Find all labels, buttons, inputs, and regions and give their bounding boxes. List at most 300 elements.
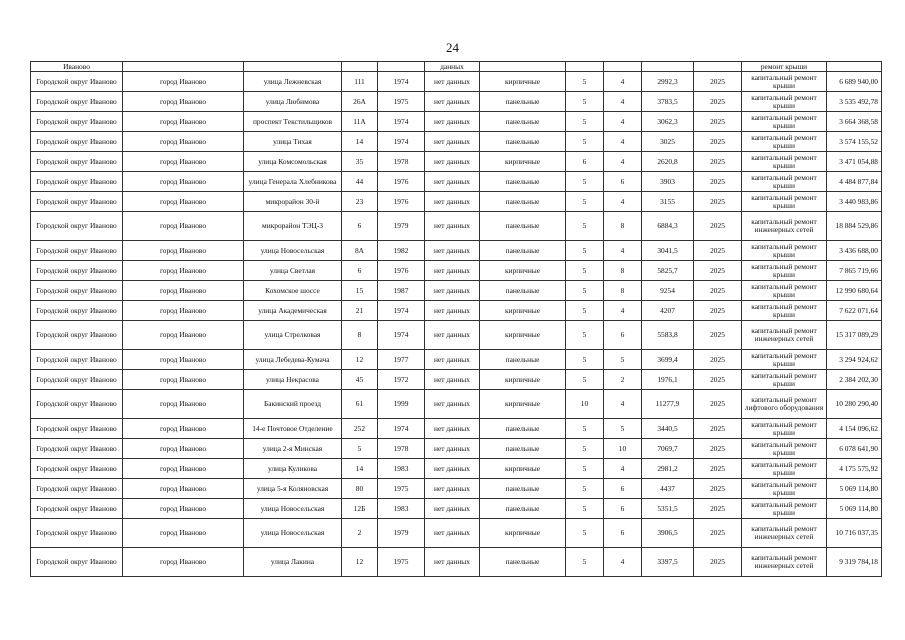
cell-walls: кирпичные	[480, 390, 566, 419]
cell-floors: 5	[566, 212, 604, 241]
table-row	[31, 350, 882, 370]
table-row	[31, 192, 882, 212]
cell-cost: 15 317 089,29	[827, 321, 882, 350]
cell-plan-year: 2025	[694, 241, 742, 261]
cell-walls: панельные	[480, 241, 566, 261]
cell-street: улица Новосельская	[244, 241, 342, 261]
cell-area: 2981,2	[642, 459, 694, 479]
cell-house: 12	[342, 350, 378, 370]
cell-city: город Иваново	[123, 192, 244, 212]
cell-tech-state: нет данных	[425, 152, 480, 172]
cell-work-type: капитальный ремонт крыши	[742, 499, 827, 519]
cell-street: улица Генерала Хлебникова	[244, 172, 342, 192]
cell-area: 3155	[642, 192, 694, 212]
cell-district: Городской округ Иваново	[31, 112, 123, 132]
cell-cost: 9 319 784,18	[827, 548, 882, 577]
cell-floors: 5	[566, 192, 604, 212]
cell-cost: 6 078 641,90	[827, 439, 882, 459]
table-row	[31, 241, 882, 261]
cell-area: 2620,8	[642, 152, 694, 172]
cell-district: Иваново	[31, 62, 123, 72]
cell-year: 1974	[378, 132, 425, 152]
cell-cost: 3 664 368,58	[827, 112, 882, 132]
cell-street: Бакинский проезд	[244, 390, 342, 419]
cell-area: 3062,3	[642, 112, 694, 132]
cell-floors: 5	[566, 92, 604, 112]
cell-area: 3397,5	[642, 548, 694, 577]
cell-district: Городской округ Иваново	[31, 519, 123, 548]
cell-floors: 6	[566, 152, 604, 172]
cell-plan-year: 2025	[694, 350, 742, 370]
cell-floors: 5	[566, 419, 604, 439]
cell-tech-state: нет данных	[425, 321, 480, 350]
cell-entrances: 4	[604, 152, 642, 172]
cell-district: Городской округ Иваново	[31, 241, 123, 261]
cell-walls: кирпичные	[480, 72, 566, 92]
cell-walls: панельные	[480, 112, 566, 132]
cell-entrances: 8	[604, 212, 642, 241]
cell-tech-state: нет данных	[425, 112, 480, 132]
cell-district: Городской округ Иваново	[31, 301, 123, 321]
cell-area: 3041,5	[642, 241, 694, 261]
table-row	[31, 519, 882, 548]
cell-tech-state: нет данных	[425, 419, 480, 439]
cell-tech-state: нет данных	[425, 212, 480, 241]
cell-city: город Иваново	[123, 212, 244, 241]
cell-plan-year: 2025	[694, 301, 742, 321]
cell-entrances: 6	[604, 499, 642, 519]
cell-floors: 5	[566, 112, 604, 132]
cell-house: 6	[342, 261, 378, 281]
cell-area: 4437	[642, 479, 694, 499]
cell-district: Городской округ Иваново	[31, 350, 123, 370]
cell-floors	[566, 62, 604, 72]
cell-cost: 3 436 688,00	[827, 241, 882, 261]
cell-city: город Иваново	[123, 499, 244, 519]
cell-walls: панельные	[480, 192, 566, 212]
cell-walls: панельные	[480, 439, 566, 459]
cell-city: город Иваново	[123, 350, 244, 370]
cell-street: улица 2-я Минская	[244, 439, 342, 459]
cell-tech-state: нет данных	[425, 479, 480, 499]
cell-work-type: капитальный ремонт инженерных сетей	[742, 548, 827, 577]
table-row-continuation	[31, 62, 882, 72]
cell-city: город Иваново	[123, 172, 244, 192]
cell-floors: 5	[566, 281, 604, 301]
cell-tech-state: нет данных	[425, 72, 480, 92]
cell-work-type: капитальный ремонт крыши	[742, 241, 827, 261]
cell-house	[342, 62, 378, 72]
cell-entrances: 4	[604, 72, 642, 92]
cell-work-type: капитальный ремонт крыши	[742, 92, 827, 112]
cell-street: улица Лебедева-Кумача	[244, 350, 342, 370]
cell-work-type: капитальный ремонт инженерных сетей	[742, 321, 827, 350]
cell-plan-year: 2025	[694, 459, 742, 479]
cell-entrances: 4	[604, 301, 642, 321]
cell-plan-year: 2025	[694, 212, 742, 241]
cell-tech-state: нет данных	[425, 241, 480, 261]
cell-entrances: 6	[604, 519, 642, 548]
cell-year: 1999	[378, 390, 425, 419]
cell-house: 26А	[342, 92, 378, 112]
cell-year: 1977	[378, 350, 425, 370]
cell-entrances: 10	[604, 439, 642, 459]
cell-entrances: 6	[604, 172, 642, 192]
cell-area: 3025	[642, 132, 694, 152]
cell-walls: панельные	[480, 132, 566, 152]
table-row	[31, 172, 882, 192]
cell-walls: панельные	[480, 281, 566, 301]
cell-walls: кирпичные	[480, 321, 566, 350]
cell-city: город Иваново	[123, 459, 244, 479]
cell-plan-year: 2025	[694, 499, 742, 519]
cell-district: Городской округ Иваново	[31, 261, 123, 281]
cell-entrances: 4	[604, 92, 642, 112]
cell-work-type: капитальный ремонт крыши	[742, 192, 827, 212]
cell-year	[378, 62, 425, 72]
cell-cost: 4 484 877,84	[827, 172, 882, 192]
cell-floors: 5	[566, 548, 604, 577]
cell-work-type: капитальный ремонт крыши	[742, 439, 827, 459]
cell-cost: 18 884 529,86	[827, 212, 882, 241]
cell-floors: 5	[566, 261, 604, 281]
cell-walls: кирпичные	[480, 261, 566, 281]
cell-area: 2992,3	[642, 72, 694, 92]
cell-cost: 3 294 924,62	[827, 350, 882, 370]
cell-city: город Иваново	[123, 241, 244, 261]
cell-tech-state: нет данных	[425, 92, 480, 112]
cell-house: 12Б	[342, 499, 378, 519]
cell-area: 11277,9	[642, 390, 694, 419]
cell-work-type: капитальный ремонт инженерных сетей	[742, 519, 827, 548]
cell-district: Городской округ Иваново	[31, 72, 123, 92]
cell-year: 1974	[378, 72, 425, 92]
cell-street: улица Комсомольская	[244, 152, 342, 172]
cell-floors: 5	[566, 72, 604, 92]
table-row	[31, 548, 882, 577]
cell-entrances: 4	[604, 132, 642, 152]
cell-plan-year: 2025	[694, 548, 742, 577]
cell-work-type: капитальный ремонт крыши	[742, 419, 827, 439]
cell-district: Городской округ Иваново	[31, 439, 123, 459]
table-row	[31, 459, 882, 479]
cell-work-type: ремонт крыши	[742, 62, 827, 72]
cell-entrances: 8	[604, 281, 642, 301]
cell-entrances: 4	[604, 241, 642, 261]
cell-floors: 5	[566, 172, 604, 192]
cell-district: Городской округ Иваново	[31, 459, 123, 479]
cell-tech-state: нет данных	[425, 548, 480, 577]
cell-walls: кирпичные	[480, 152, 566, 172]
table-row	[31, 152, 882, 172]
cell-district: Городской округ Иваново	[31, 479, 123, 499]
cell-walls: кирпичные	[480, 370, 566, 390]
cell-year: 1976	[378, 192, 425, 212]
cell-cost: 7 622 071,64	[827, 301, 882, 321]
cell-district: Городской округ Иваново	[31, 152, 123, 172]
cell-floors: 5	[566, 499, 604, 519]
cell-district: Городской округ Иваново	[31, 370, 123, 390]
cell-work-type: капитальный ремонт крыши	[742, 350, 827, 370]
cell-cost: 6 689 940,00	[827, 72, 882, 92]
cell-cost: 2 384 202,30	[827, 370, 882, 390]
table-row	[31, 370, 882, 390]
cell-house: 14	[342, 132, 378, 152]
cell-cost: 7 865 719,66	[827, 261, 882, 281]
cell-street: улица Академическая	[244, 301, 342, 321]
cell-tech-state: нет данных	[425, 459, 480, 479]
cell-house: 35	[342, 152, 378, 172]
cell-city: город Иваново	[123, 548, 244, 577]
cell-street: улица Новосельская	[244, 519, 342, 548]
cell-district: Городской округ Иваново	[31, 212, 123, 241]
cell-house: 8	[342, 321, 378, 350]
cell-street	[244, 62, 342, 72]
cell-walls: кирпичные	[480, 301, 566, 321]
cell-walls: кирпичные	[480, 459, 566, 479]
cell-year: 1982	[378, 241, 425, 261]
cell-plan-year: 2025	[694, 321, 742, 350]
cell-street: улица Лакина	[244, 548, 342, 577]
cell-cost	[827, 62, 882, 72]
cell-work-type: капитальный ремонт крыши	[742, 152, 827, 172]
cell-city: город Иваново	[123, 301, 244, 321]
cell-area: 7069,7	[642, 439, 694, 459]
cell-house: 23	[342, 192, 378, 212]
cell-floors: 5	[566, 479, 604, 499]
cell-work-type: капитальный ремонт крыши	[742, 261, 827, 281]
cell-tech-state: нет данных	[425, 261, 480, 281]
cell-entrances	[604, 62, 642, 72]
cell-plan-year: 2025	[694, 112, 742, 132]
cell-tech-state: нет данных	[425, 499, 480, 519]
cell-plan-year: 2025	[694, 419, 742, 439]
cell-area: 6884,3	[642, 212, 694, 241]
cell-house: 44	[342, 172, 378, 192]
cell-tech-state: нет данных	[425, 439, 480, 459]
cell-cost: 3 574 155,52	[827, 132, 882, 152]
cell-floors: 5	[566, 350, 604, 370]
cell-plan-year: 2025	[694, 132, 742, 152]
cell-house: 252	[342, 419, 378, 439]
cell-cost: 3 535 492,78	[827, 92, 882, 112]
cell-work-type: капитальный ремонт крыши	[742, 172, 827, 192]
cell-district: Городской округ Иваново	[31, 390, 123, 419]
cell-cost: 3 471 054,88	[827, 152, 882, 172]
cell-walls: панельные	[480, 548, 566, 577]
cell-work-type: капитальный ремонт крыши	[742, 72, 827, 92]
cell-year: 1983	[378, 459, 425, 479]
table-row	[31, 132, 882, 152]
cell-area: 3699,4	[642, 350, 694, 370]
cell-city: город Иваново	[123, 439, 244, 459]
cell-floors: 5	[566, 132, 604, 152]
cell-plan-year: 2025	[694, 172, 742, 192]
cell-year: 1979	[378, 212, 425, 241]
cell-floors: 5	[566, 321, 604, 350]
cell-area	[642, 62, 694, 72]
cell-work-type: капитальный ремонт крыши	[742, 459, 827, 479]
table-row	[31, 72, 882, 92]
cell-cost: 3 440 983,86	[827, 192, 882, 212]
table-row	[31, 479, 882, 499]
cell-district: Городской округ Иваново	[31, 548, 123, 577]
cell-city: город Иваново	[123, 370, 244, 390]
cell-tech-state: нет данных	[425, 350, 480, 370]
cell-entrances: 5	[604, 419, 642, 439]
cell-area: 5583,8	[642, 321, 694, 350]
cell-plan-year: 2025	[694, 72, 742, 92]
cell-cost: 4 175 575,92	[827, 459, 882, 479]
cell-district: Городской округ Иваново	[31, 192, 123, 212]
cell-walls: панельные	[480, 350, 566, 370]
cell-area: 3906,5	[642, 519, 694, 548]
cell-district: Городской округ Иваново	[31, 419, 123, 439]
cell-cost: 10 280 290,40	[827, 390, 882, 419]
cell-entrances: 2	[604, 370, 642, 390]
cell-house: 11А	[342, 112, 378, 132]
table-row	[31, 112, 882, 132]
cell-district: Городской округ Иваново	[31, 172, 123, 192]
table-row	[31, 419, 882, 439]
table-row	[31, 499, 882, 519]
table-row	[31, 92, 882, 112]
cell-cost: 10 716 037,35	[827, 519, 882, 548]
cell-street: микрорайон 30-й	[244, 192, 342, 212]
cell-floors: 10	[566, 390, 604, 419]
cell-district: Городской округ Иваново	[31, 499, 123, 519]
cell-walls: кирпичные	[480, 519, 566, 548]
cell-tech-state: нет данных	[425, 301, 480, 321]
cell-year: 1987	[378, 281, 425, 301]
cell-walls: панельные	[480, 479, 566, 499]
cell-district: Городской округ Иваново	[31, 281, 123, 301]
table-row	[31, 301, 882, 321]
cell-floors: 5	[566, 301, 604, 321]
cell-walls	[480, 62, 566, 72]
cell-house: 5	[342, 439, 378, 459]
cell-year: 1972	[378, 370, 425, 390]
cell-house: 14	[342, 459, 378, 479]
cell-plan-year: 2025	[694, 92, 742, 112]
cell-work-type: капитальный ремонт лифтового оборудования	[742, 390, 827, 419]
cell-walls: панельные	[480, 499, 566, 519]
cell-cost: 5 069 114,80	[827, 499, 882, 519]
cell-entrances: 4	[604, 548, 642, 577]
table-row	[31, 281, 882, 301]
cell-street: проспект Текстильщиков	[244, 112, 342, 132]
housing-register-table	[30, 61, 882, 577]
cell-city: город Иваново	[123, 321, 244, 350]
cell-city: город Иваново	[123, 92, 244, 112]
cell-area: 3903	[642, 172, 694, 192]
cell-district: Городской округ Иваново	[31, 132, 123, 152]
cell-tech-state: нет данных	[425, 519, 480, 548]
cell-district: Городской округ Иваново	[31, 92, 123, 112]
cell-area: 3783,5	[642, 92, 694, 112]
cell-work-type: капитальный ремонт крыши	[742, 281, 827, 301]
cell-floors: 5	[566, 519, 604, 548]
cell-entrances: 4	[604, 459, 642, 479]
cell-floors: 5	[566, 370, 604, 390]
cell-plan-year: 2025	[694, 152, 742, 172]
cell-entrances: 4	[604, 390, 642, 419]
cell-work-type: капитальный ремонт крыши	[742, 132, 827, 152]
table-row	[31, 212, 882, 241]
cell-street: улица Новосельская	[244, 499, 342, 519]
cell-year: 1975	[378, 479, 425, 499]
cell-street: улица Куликова	[244, 459, 342, 479]
cell-street: улица Любимова	[244, 92, 342, 112]
cell-work-type: капитальный ремонт крыши	[742, 370, 827, 390]
cell-year: 1978	[378, 439, 425, 459]
page-number: 24	[446, 40, 459, 55]
cell-area: 3440,5	[642, 419, 694, 439]
cell-street: улица Стрелковая	[244, 321, 342, 350]
cell-year: 1974	[378, 419, 425, 439]
cell-year: 1975	[378, 548, 425, 577]
cell-plan-year: 2025	[694, 192, 742, 212]
table-row	[31, 261, 882, 281]
cell-district: Городской округ Иваново	[31, 321, 123, 350]
cell-year: 1974	[378, 301, 425, 321]
cell-house: 61	[342, 390, 378, 419]
cell-cost: 5 069 114,80	[827, 479, 882, 499]
cell-work-type: капитальный ремонт крыши	[742, 301, 827, 321]
cell-plan-year: 2025	[694, 390, 742, 419]
cell-floors: 5	[566, 439, 604, 459]
cell-city: город Иваново	[123, 419, 244, 439]
cell-city: город Иваново	[123, 112, 244, 132]
cell-entrances: 5	[604, 350, 642, 370]
cell-tech-state: нет данных	[425, 192, 480, 212]
cell-city: город Иваново	[123, 261, 244, 281]
cell-street: микрорайон ТЭЦ-3	[244, 212, 342, 241]
cell-house: 80	[342, 479, 378, 499]
cell-plan-year: 2025	[694, 479, 742, 499]
cell-cost: 12 990 680,64	[827, 281, 882, 301]
cell-house: 21	[342, 301, 378, 321]
cell-house: 8А	[342, 241, 378, 261]
cell-plan-year: 2025	[694, 439, 742, 459]
cell-walls: панельные	[480, 172, 566, 192]
cell-plan-year: 2025	[694, 261, 742, 281]
cell-tech-state: нет данных	[425, 172, 480, 192]
table-row	[31, 439, 882, 459]
cell-city: город Иваново	[123, 152, 244, 172]
cell-street: 14-е Почтовое Отделение	[244, 419, 342, 439]
cell-tech-state: нет данных	[425, 132, 480, 152]
cell-floors: 5	[566, 241, 604, 261]
cell-house: 111	[342, 72, 378, 92]
cell-plan-year: 2025	[694, 519, 742, 548]
cell-year: 1976	[378, 172, 425, 192]
cell-area: 1976,1	[642, 370, 694, 390]
cell-work-type: капитальный ремонт инженерных сетей	[742, 212, 827, 241]
cell-work-type: капитальный ремонт крыши	[742, 479, 827, 499]
cell-year: 1979	[378, 519, 425, 548]
cell-tech-state: нет данных	[425, 370, 480, 390]
cell-area: 9254	[642, 281, 694, 301]
cell-street: улица Лежневская	[244, 72, 342, 92]
cell-street: улица Некрасова	[244, 370, 342, 390]
cell-city: город Иваново	[123, 479, 244, 499]
cell-year: 1975	[378, 92, 425, 112]
cell-street: улица Тихая	[244, 132, 342, 152]
cell-city: город Иваново	[123, 72, 244, 92]
cell-city: город Иваново	[123, 281, 244, 301]
table-body	[31, 62, 882, 577]
